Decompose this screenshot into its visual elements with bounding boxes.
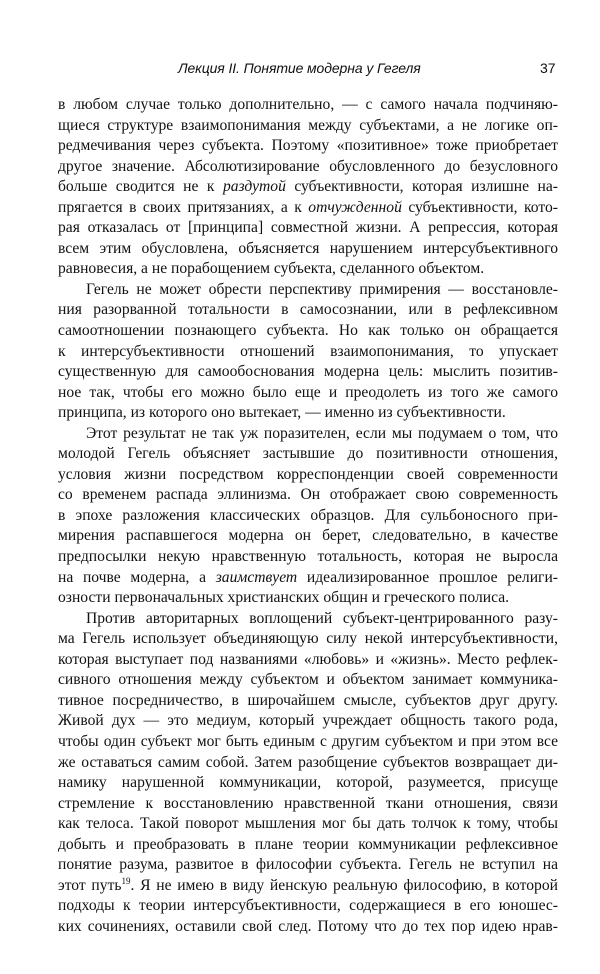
text-line: к интерсубъективности отношений взаимопонимания, то упускает [58,342,558,360]
text-line: этот путь$^{19}$. Я не имею в виду йенскую реальную философию, в которой [58,875,558,894]
text-line: прягается в своих притязаниях, а к отчужденной субъективности, кото- [58,198,558,216]
text-line: добыть и преобразовать в плане теории коммуникации рефлексивное [58,835,558,853]
text-line: ких сочинениях, оставили свой след. Потому что до тех пор идею нрав- [58,917,558,935]
text-line: рая отказалась от [принципа] совместной жизни. А репрессия, которая [58,219,558,237]
text-line: же оставаться самим собой. Затем разобщение субъектов возвращает ди- [58,753,558,771]
text-line: понятие разума, развитое в философии субъекта. Гегель не вступил на [58,856,558,874]
text-line: Гегель не может обрести перспективу примирения — восстановле- [86,280,558,298]
text-line: как телоса. Такой поворот мышления мог бы дать толчок к тому, чтобы [58,815,558,833]
paragraph [58,95,558,280]
text-line: стремление к восстановлению нравственной ткани отношения, связи [58,794,558,812]
text-line: равновесия, а не порабощением субъекта, сделанного объектом. [58,260,485,278]
text-line: ма Гегель использует объединяющую силу некой интерсубъективности, [58,630,558,648]
text-line: ное так, чтобы его можно было еще и преодолеть из того же самого [58,383,558,401]
text-line: в эпохе разложения классических образцов. Для сульбоносного при- [58,506,558,524]
text-line: ния разорванной тотальности в самосознании, или в рефлексивном [58,301,558,319]
text-line: молодой Гегель объясняет застывшие до позитивности отношения, [58,445,558,463]
text-line: чтобы один субъект мог быть единым с другим субъектом и при этом все [58,732,558,750]
text-line: намику нарушенной коммуникации, которой, разумеется, присуще [58,774,558,792]
text-line: предпосылки некую нравственную тотальность, которая не выросла [58,548,558,566]
text-line: всем этим обусловлена, объясняется нарушением интерсубъективного [58,239,558,257]
paragraph [58,424,558,609]
running-header [0,60,600,84]
text-line: Этот результат не так уж поразителен, если мы подумаем о том, что [86,424,558,442]
paragraph [58,280,558,424]
text-line: существенную для самообоснования модерна цель: мыслить позитив- [58,363,558,381]
text-line: со временем распада эллинизма. Он отображает свою современность [58,486,558,504]
text-line: условия жизни посредством корреспонденции своей современности [58,465,558,483]
page-number: 37 [540,60,556,76]
text-line: подходы к теории интерсубъективности, содержащиеся в его юношес- [58,897,558,915]
text-line: другое значение. Абсолютизирование обусловленного до безусловного [58,157,558,175]
text-line: Против авторитарных воплощений субъект-центрированного разу- [86,609,558,627]
text-line: больше сводится не к раздутой субъективности, которая излишне на- [58,178,558,196]
text-line: на почве модерна, а заимствует идеализированное прошлое религи- [58,568,558,586]
text-line: Живой дух — это медиум, который учреждает общность такого рода, [58,712,558,730]
text-line: озности первоначальных христианских общин и греческого полиса. [58,589,510,607]
text-line: самоотношении познающего субъекта. Но как только он обращается [58,322,558,340]
running-title: Лекция II. Понятие модерна у Гегеля [178,60,421,76]
text-line: тивное посредничество, в широчайшем смысле, субъектов друг другу. [58,691,558,709]
body-text [58,95,558,937]
text-line: в любом случае только дополнительно, — с самого начала подчиняю- [58,96,558,113]
text-line: сивного отношения между субъектом и объектом занимает коммуника- [58,671,558,689]
text-line: редмечивания через субъекта. Поэтому «позитивное» тоже приобретает [58,137,558,155]
paragraph [58,609,558,938]
text-line: мирения распавшегося модерна он берет, следовательно, в качестве [58,527,558,545]
text-line: принципа, из которого оно вытекает, — именно из субъективности. [58,404,506,422]
text-line: которая выступает под названиями «любовь» и «жизнь». Место рефлек- [58,650,558,668]
text-line: щиеся структуре взаимопонимания между субъектами, а не логике оп- [58,116,558,134]
